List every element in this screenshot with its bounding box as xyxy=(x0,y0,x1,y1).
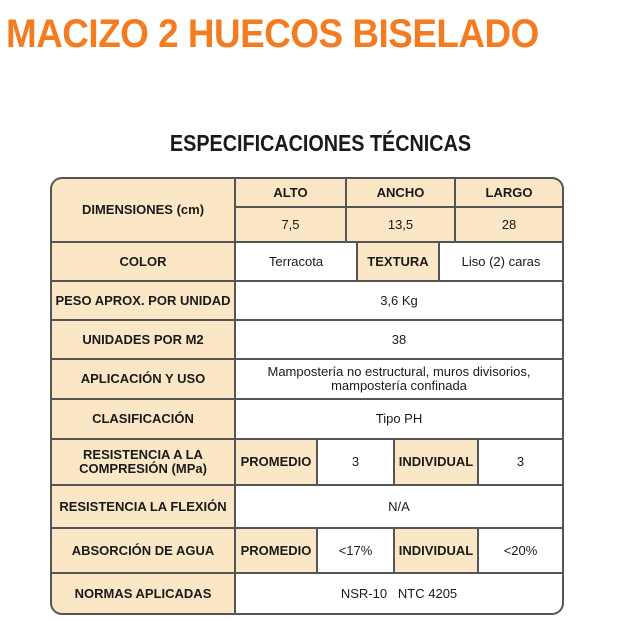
textura-label: TEXTURA xyxy=(358,243,438,280)
ancho-value: 13,5 xyxy=(347,208,454,241)
compresion-individual-value: 3 xyxy=(479,440,562,484)
clasificacion-label: CLASIFICACIÓN xyxy=(52,400,234,438)
spec-table xyxy=(50,177,564,615)
absorcion-individual-value: <20% xyxy=(479,529,562,572)
normas-label: NORMAS APLICADAS xyxy=(52,574,234,613)
peso-label: PESO APROX. POR UNIDAD xyxy=(52,282,234,319)
flexion-value: N/A xyxy=(236,486,562,527)
color-label: COLOR xyxy=(52,243,234,280)
largo-header: LARGO xyxy=(456,179,562,206)
absorcion-promedio-label: PROMEDIO xyxy=(236,529,316,572)
absorcion-label: ABSORCIÓN DE AGUA xyxy=(52,529,234,572)
compresion-promedio-value: 3 xyxy=(318,440,393,484)
compresion-promedio-label: PROMEDIO xyxy=(236,440,316,484)
unidades-value: 38 xyxy=(236,321,562,358)
dimensions-label: DIMENSIONES (cm) xyxy=(52,179,234,241)
peso-value: 3,6 Kg xyxy=(236,282,562,319)
compresion-label-line1: RESISTENCIA A LA xyxy=(83,447,203,462)
aplicacion-value xyxy=(236,360,562,398)
ancho-header: ANCHO xyxy=(347,179,454,206)
compresion-individual-label: INDIVIDUAL xyxy=(395,440,477,484)
section-title: ESPECIFICACIONES TÉCNICAS xyxy=(169,130,472,156)
compresion-label-line2: COMPRESIÓN (MPa) xyxy=(79,461,207,476)
absorcion-individual-label: INDIVIDUAL xyxy=(395,529,477,572)
flexion-label: RESISTENCIA LA FLEXIÓN xyxy=(52,486,234,527)
aplicacion-label: APLICACIÓN Y USO xyxy=(52,360,234,398)
product-title: MACIZO 2 HUECOS BISELADO xyxy=(6,12,539,56)
color-value: Terracota xyxy=(236,243,356,280)
largo-value: 28 xyxy=(456,208,562,241)
normas-value: NSR-10 NTC 4205 xyxy=(236,574,562,613)
compresion-label xyxy=(52,440,234,484)
unidades-label: UNIDADES POR M2 xyxy=(52,321,234,358)
absorcion-promedio-value: <17% xyxy=(318,529,393,572)
clasificacion-value: Tipo PH xyxy=(236,400,562,438)
alto-header: ALTO xyxy=(236,179,345,206)
aplicacion-value-line1: Mampostería no estructural, muros divisorios, xyxy=(267,364,531,379)
alto-value: 7,5 xyxy=(236,208,345,241)
textura-value: Liso (2) caras xyxy=(440,243,562,280)
aplicacion-value-line2: mampostería confinada xyxy=(331,378,467,393)
